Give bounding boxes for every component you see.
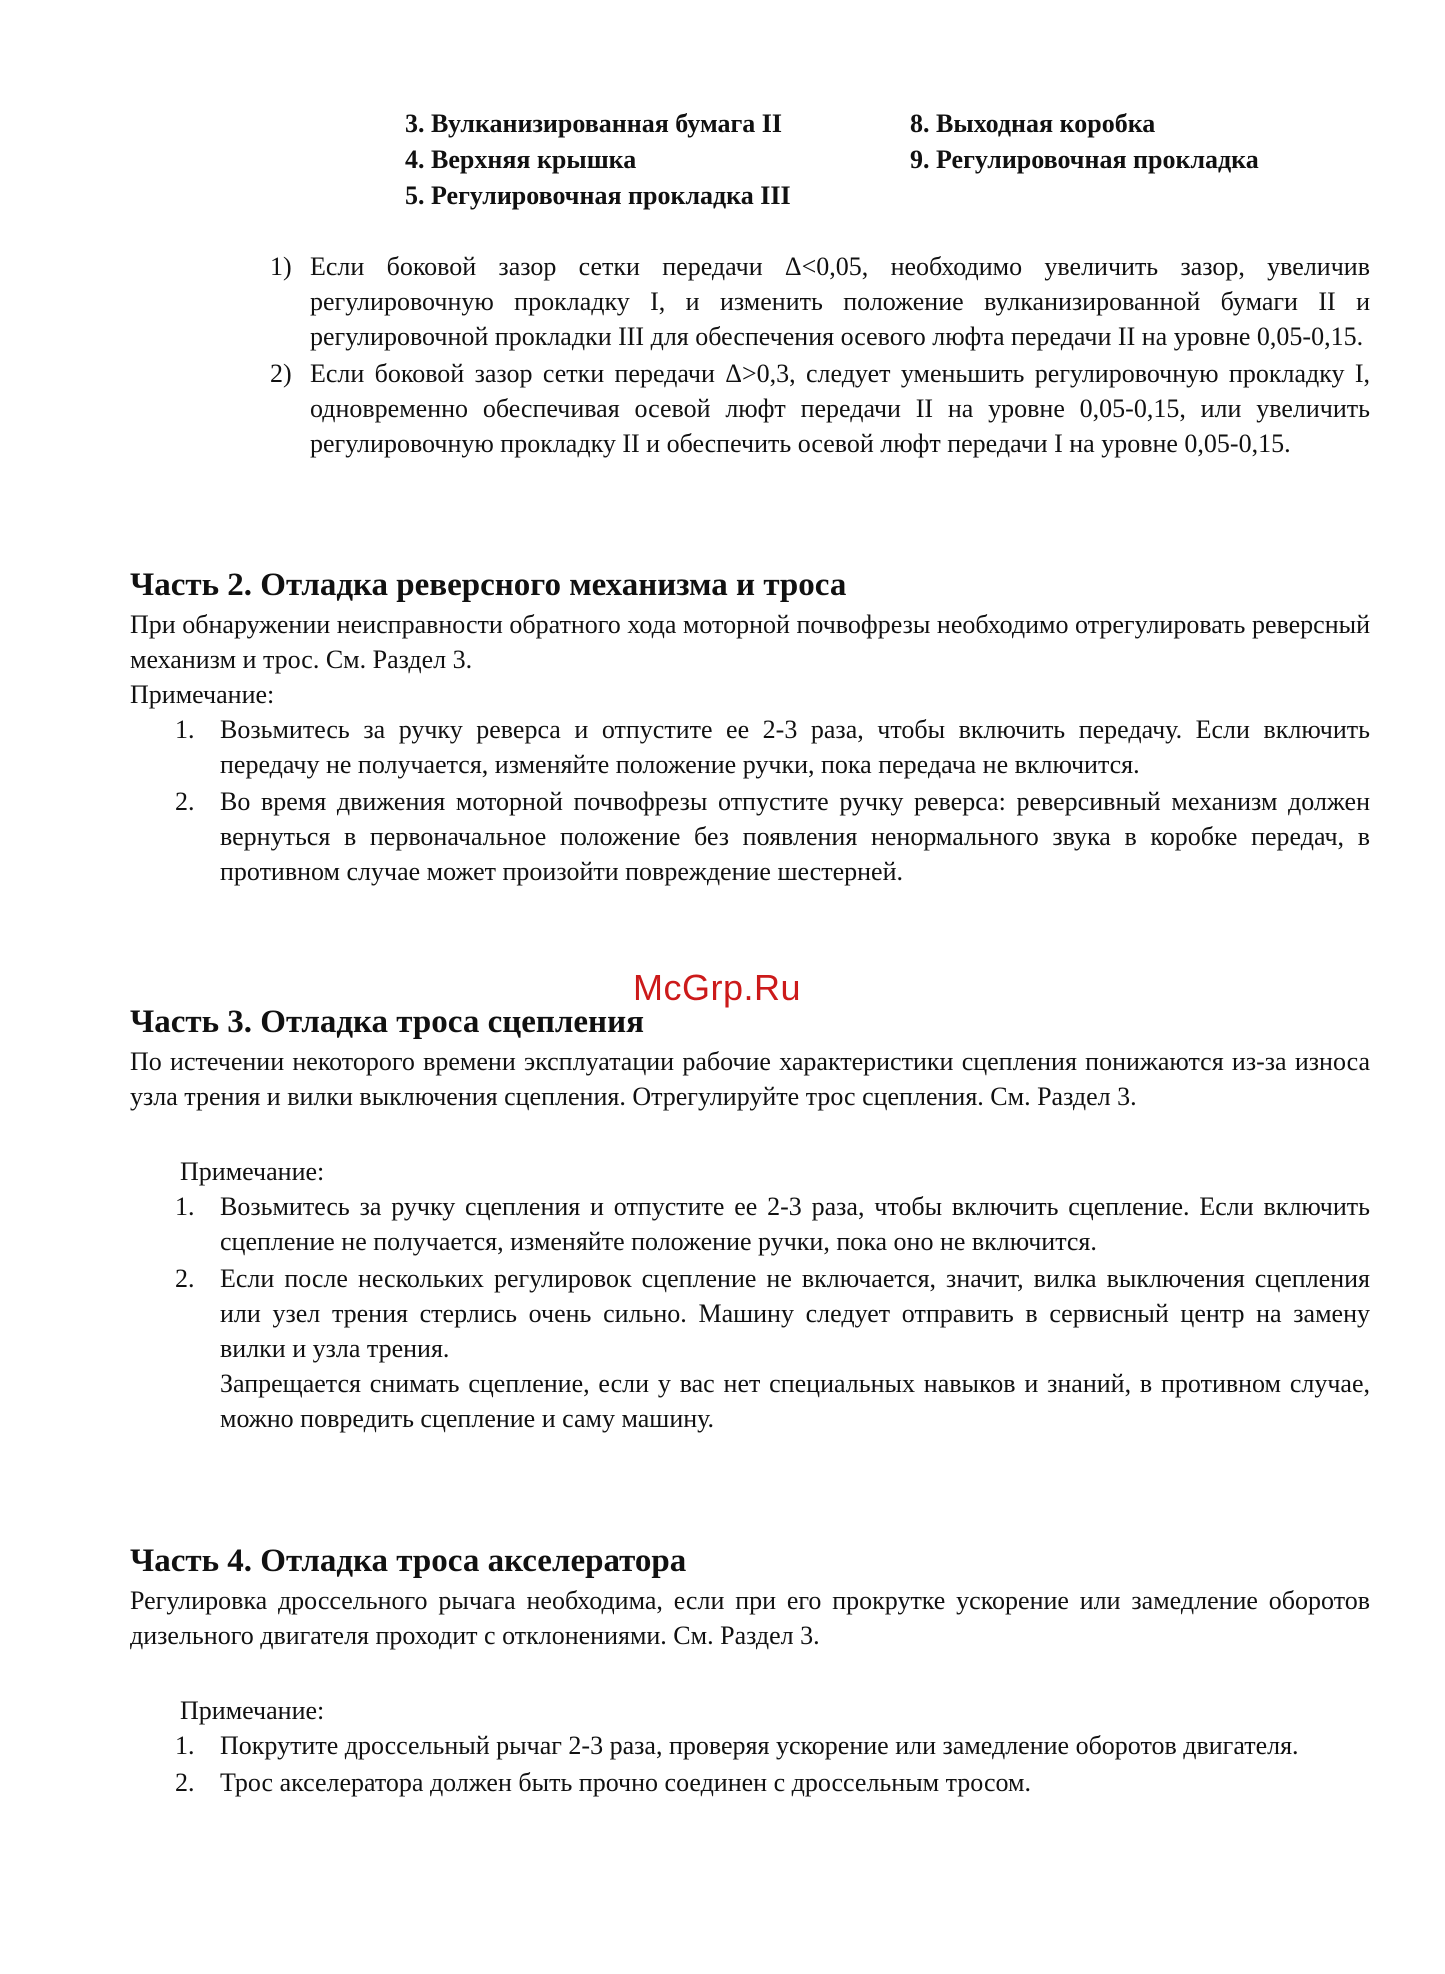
list-number: 2) <box>270 359 292 388</box>
section-title: Часть 2. Отладка реверсного механизма и троса <box>130 567 847 603</box>
gap-adjustment-list <box>270 249 1370 461</box>
list-item <box>175 1189 1370 1259</box>
legend-item: 3. Вулканизированная бумага II <box>405 109 783 138</box>
parts-legend-left <box>405 106 791 214</box>
note-label: Примечание: <box>180 1696 325 1725</box>
list-item <box>175 712 1370 782</box>
section-text: При обнаружении неисправности обратного хода моторной почвофрезы необходимо отрегулировать реверсный механизм и трос. См. Раздел 3. <box>130 610 1370 674</box>
list-text: Если после нескольких регулировок сцепление не включается, значит, вилка выключения сцепления или узел трения стерлись очень сильно. Машину следует отправить в сервисный центр на замену вилки и узла трения. <box>220 1264 1370 1363</box>
list-item <box>270 249 1370 354</box>
list-text: Возьмитесь за ручку реверса и отпустите ее 2-3 раза, чтобы включить передачу. Если включить передачу не получается, изменяйте положение ручки, пока передача не включится. <box>220 715 1370 779</box>
list-text: Во время движения моторной почвофрезы отпустите ручку реверса: реверсивный механизм должен вернуться в первоначальное положение без появления ненормального звука в коробке передач, в противном случае может произойти повреждение шестерней. <box>220 787 1370 886</box>
list-number: 2. <box>175 787 195 816</box>
section-part-3 <box>130 1002 1370 1436</box>
list-number: 1. <box>175 1192 195 1221</box>
list-item <box>175 1728 1370 1763</box>
warning-text: Запрещается снимать сцепление, если у вас нет специальных навыков и знаний, в противном случае, можно повредить сцепление и саму машину. <box>220 1369 1370 1433</box>
list-item <box>175 1765 1370 1800</box>
list-item <box>175 1261 1370 1366</box>
list-item <box>270 356 1370 461</box>
legend-item: 5. Регулировочная прокладка III <box>405 181 791 210</box>
list-number: 1. <box>175 1731 195 1760</box>
section-part-2 <box>130 565 1370 889</box>
section-title: Часть 4. Отладка троса акселератора <box>130 1543 687 1579</box>
list-text: Трос акселератора должен быть прочно соединен с дроссельным тросом. <box>220 1768 1031 1797</box>
list-text: Покрутите дроссельный рычаг 2-3 раза, проверяя ускорение или замедление оборотов двигателя. <box>220 1731 1299 1760</box>
note-label: Примечание: <box>130 680 275 709</box>
section-text: Регулировка дроссельного рычага необходима, если при его прокрутке ускорение или замедление оборотов дизельного двигателя проходит с отклонениями. См. Раздел 3. <box>130 1586 1370 1650</box>
legend-item: 9. Регулировочная прокладка <box>910 145 1259 174</box>
note-label: Примечание: <box>180 1157 325 1186</box>
section-title: Часть 3. Отладка троса сцепления <box>130 1004 644 1040</box>
parts-legend-right <box>910 106 1259 178</box>
list-number: 1. <box>175 715 195 744</box>
section-text: По истечении некоторого времени эксплуатации рабочие характеристики сцепления понижаются из-за износа узла трения и вилки выключения сцепления. Отрегулируйте трос сцепления. См. Раздел 3. <box>130 1047 1370 1111</box>
list-number: 2. <box>175 1264 195 1293</box>
section-part-4 <box>130 1541 1370 1800</box>
list-item <box>175 784 1370 889</box>
list-text: Если боковой зазор сетки передачи Δ<0,05, необходимо увеличить зазор, увеличив регулировочную прокладку I, и изменить положение вулканизированной бумаги II и регулировочной прокладки III для обеспечения осевого люфта передачи II на уровне 0,05-0,15. <box>310 252 1370 351</box>
list-text: Возьмитесь за ручку сцепления и отпустите ее 2-3 раза, чтобы включить сцепление. Если включить сцепление не получается, изменяйте положение ручки, пока оно не включится. <box>220 1192 1370 1256</box>
list-number: 2. <box>175 1768 195 1797</box>
list-text: Если боковой зазор сетки передачи Δ>0,3, следует уменьшить регулировочную прокладку I, одновременно обеспечивая осевой люфт передачи II на уровне 0,05-0,15, или увеличить регулировочную прокладку II и обеспечить осевой люфт передачи I на уровне 0,05-0,15. <box>310 359 1370 458</box>
legend-item: 4. Верхняя крышка <box>405 145 637 174</box>
site-watermark: McGrp.Ru <box>633 967 802 1008</box>
list-number: 1) <box>270 252 292 281</box>
legend-item: 8. Выходная коробка <box>910 109 1156 138</box>
